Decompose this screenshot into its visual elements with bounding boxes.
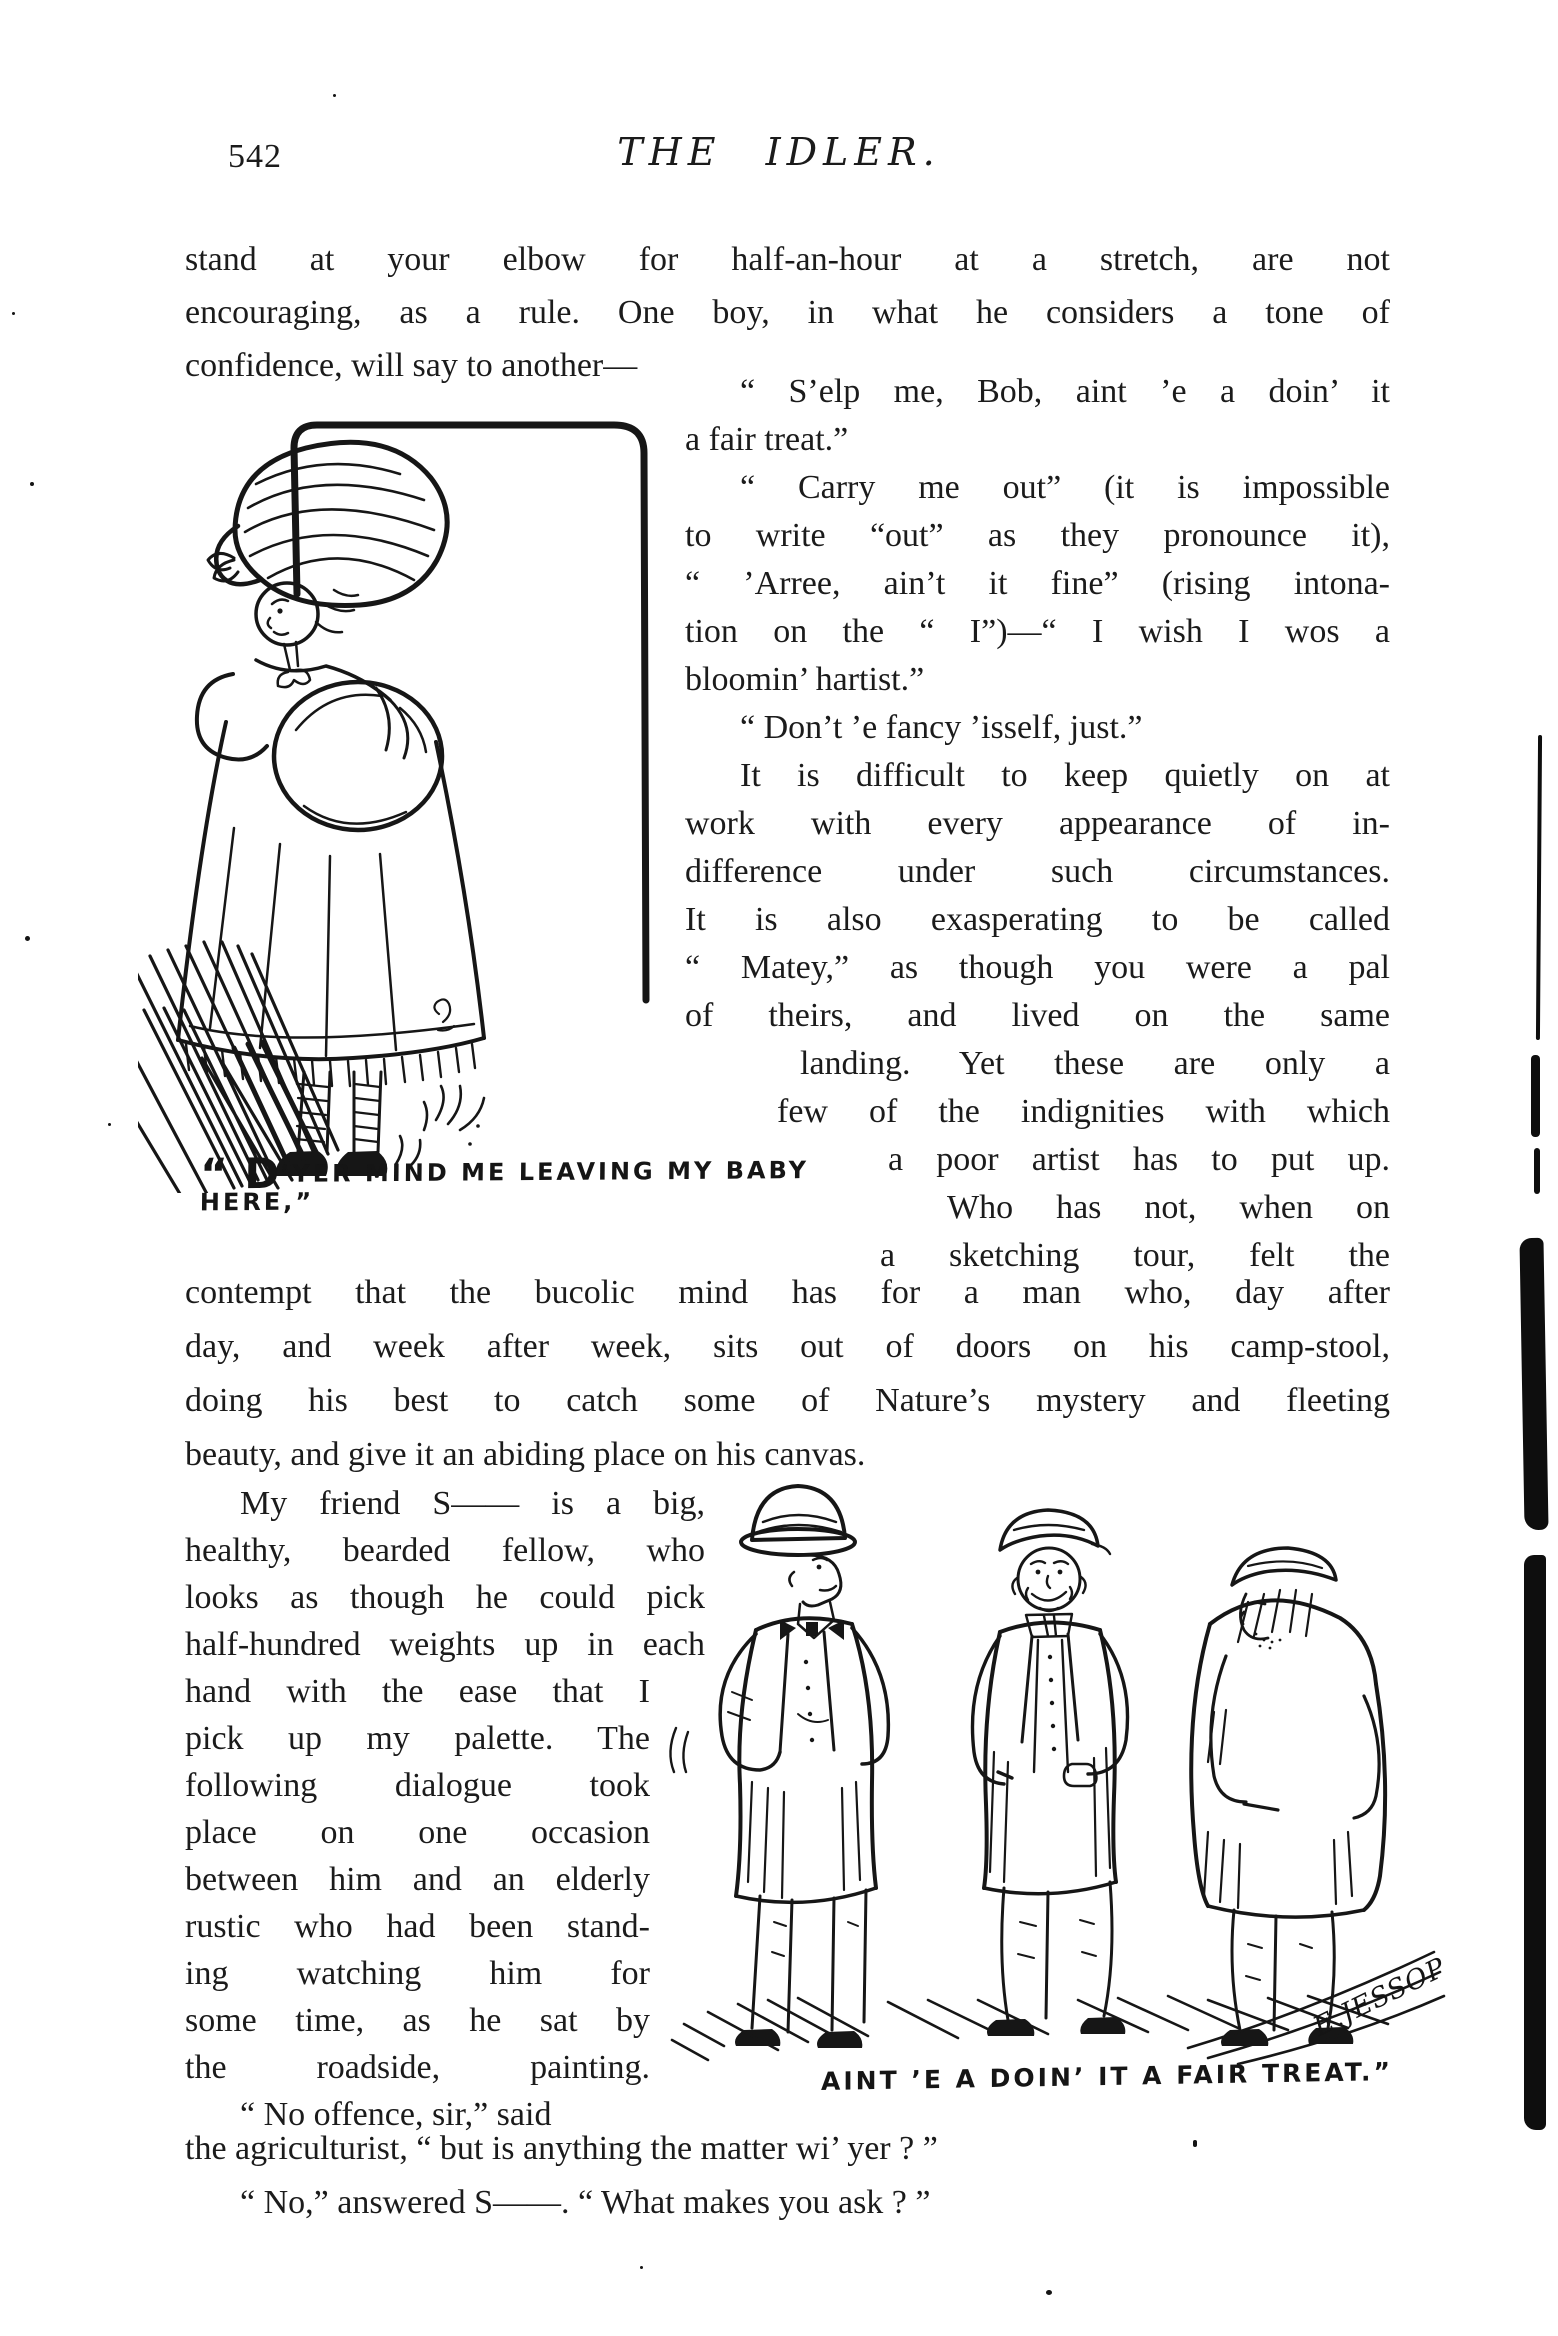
closing-line: “ No,” answered S——. “ What makes you ask ? ” (240, 2184, 931, 2221)
text-line: half-hundred weights up in each (185, 1626, 705, 1663)
text-line: encouraging, as a rule. One boy, in what he considers a tone of (185, 294, 1390, 331)
text-line: to write “out” as they pronounce it), (685, 517, 1390, 554)
girl-caption (199, 1148, 881, 1217)
scan-speck (640, 2266, 643, 2269)
scan-speck (25, 936, 30, 941)
scan-artifact (1531, 1055, 1540, 1137)
scan-artifact (1524, 1555, 1546, 2130)
text-line: a poor artist has to put up. (888, 1141, 1390, 1178)
text-line: stand at your elbow for half-an-hour at a stretch, are not (185, 241, 1390, 278)
text-line: between him and an elderly (185, 1861, 650, 1898)
dialogue-column (685, 368, 1390, 1280)
text-line: doing his best to catch some of Nature’s mystery and fleeting (185, 1382, 1390, 1419)
text-line: tion on the “ I”)—“ I wish I wos a (685, 613, 1390, 650)
friend-column (185, 1480, 705, 2138)
text-line: some time, as he sat by (185, 2002, 650, 2039)
closing-line: the agriculturist, “ but is anything the matter wi’ yer ? ” (185, 2130, 938, 2167)
text-line: landing. Yet these are only a (800, 1045, 1390, 1082)
caption-drop-letter: “ D (199, 1148, 281, 1199)
journal-title: THE IDLER. (617, 130, 941, 174)
text-line: My friend S—— is a big, (240, 1485, 705, 1522)
scan-artifact (1534, 1148, 1540, 1194)
text-line: “ Don’t ’e fancy ’isself, just.” (740, 709, 1143, 746)
text-line: bloomin’ hartist.” (685, 661, 925, 698)
scan-speck (108, 1123, 111, 1126)
girl-illustration (138, 408, 673, 1193)
scan-speck (333, 94, 336, 97)
text-line: confidence, will say to another— (185, 347, 638, 384)
text-line: “ Matey,” as though you were a pal (685, 949, 1390, 986)
text-line: beauty, and give it an abiding place on his canvas. (185, 1436, 866, 1473)
text-line: pick up my palette. The (185, 1720, 650, 1757)
page-number: 542 (228, 138, 282, 175)
text-line: few of the indignities with which (777, 1093, 1390, 1130)
scan-speck (30, 482, 34, 486)
scan-artifact (1536, 735, 1542, 1040)
text-line: healthy, bearded fellow, who (185, 1532, 705, 1569)
text-line: “ No offence, sir,” said (240, 2096, 552, 2133)
text-line: ing watching him for (185, 1955, 650, 1992)
scan-speck (12, 312, 15, 315)
text-line: hand with the ease that I (185, 1673, 650, 1710)
text-line: of theirs, and lived on the same (685, 997, 1390, 1034)
text-line: It is also exasperating to be called (685, 901, 1390, 938)
scan-speck (1046, 2290, 1052, 2295)
text-line: “ Carry me out” (it is impossible (740, 469, 1390, 506)
scan-speck (1193, 2140, 1197, 2147)
text-line: work with every appearance of in- (685, 805, 1390, 842)
text-line: a sketching tour, felt the (880, 1237, 1390, 1274)
mid-paragraph (185, 1266, 1390, 1482)
text-line: “ S’elp me, Bob, aint ’e a doin’ it (740, 373, 1390, 410)
text-line: contempt that the bucolic mind has for a man who, day after (185, 1274, 1390, 1311)
men-illustration (648, 1452, 1453, 2067)
text-line: place on one occasion (185, 1814, 650, 1851)
text-line: following dialogue took (185, 1767, 650, 1804)
caption-text: ’YER MIND ME LEAVING MY BABY HERE,” (199, 1156, 810, 1217)
text-line: Who has not, when on (947, 1189, 1390, 1226)
text-line: rustic who had been stand- (185, 1908, 650, 1945)
text-line: looks as though he could pick (185, 1579, 705, 1616)
men-caption: AINT ’E A DOIN’ IT A FAIR TREAT.” (821, 2057, 1393, 2096)
text-line: the roadside, painting. (185, 2049, 650, 2086)
text-line: It is difficult to keep quietly on at (740, 757, 1390, 794)
artist-signature: E.JESSOP (1308, 1952, 1452, 2043)
scan-artifact (1519, 1238, 1548, 1530)
text-line: difference under such circumstances. (685, 853, 1390, 890)
text-line: “ ’Arree, ain’t it fine” (rising intona- (685, 565, 1390, 602)
text-line: a fair treat.” (685, 421, 849, 458)
text-line: day, and week after week, sits out of doors on his camp-stool, (185, 1328, 1390, 1365)
